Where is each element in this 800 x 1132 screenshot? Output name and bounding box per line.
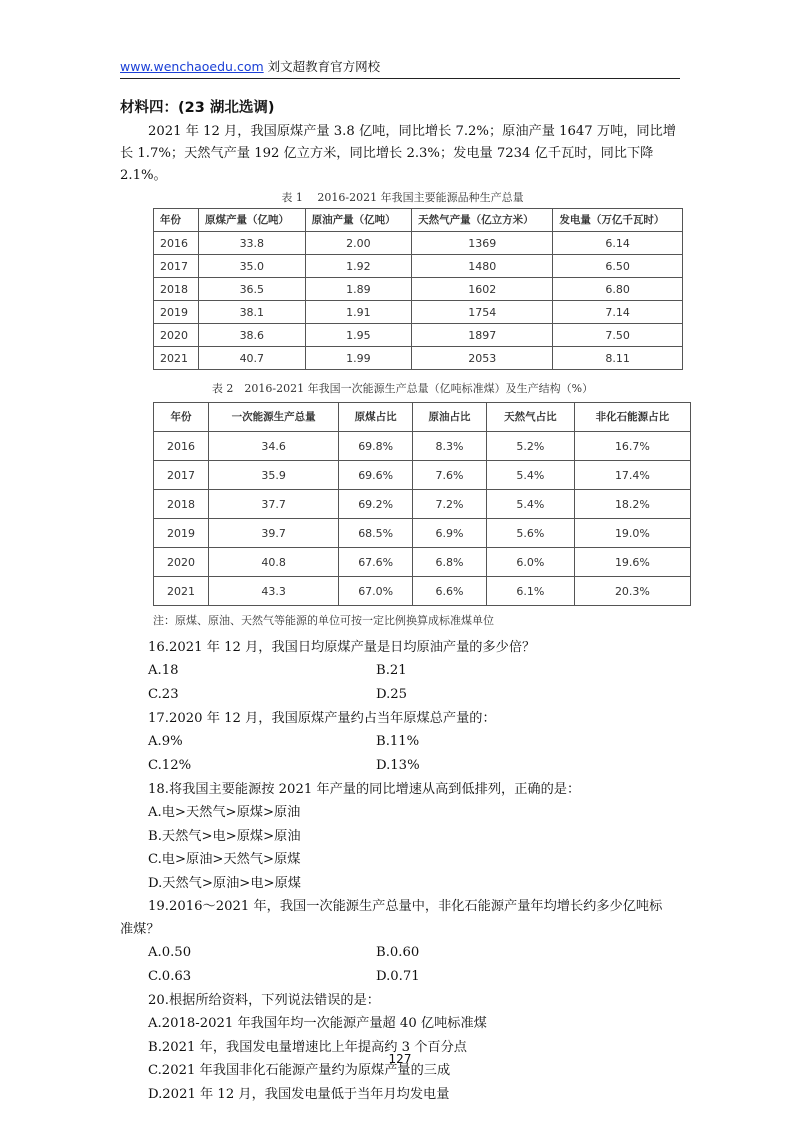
table1-cell: 2020 [154,324,199,347]
table2-row [154,461,691,490]
table2-row [154,548,691,577]
table2-cell: 69.8% [339,432,413,461]
option-a: A.2018-2021 年我国年均一次能源产量超 40 亿吨标准煤 [148,1016,487,1031]
table2-cell: 6.8% [413,548,487,577]
table1-row [154,278,683,301]
table2-cell: 5.2% [486,432,574,461]
table1-cell: 38.6 [199,324,306,347]
table2-header: 一次能源生产总量 [209,403,339,432]
table2-header: 天然气占比 [486,403,574,432]
table1-header: 原煤产量（亿吨） [199,209,306,232]
table2-cell: 19.6% [574,548,690,577]
table2-header: 原煤占比 [339,403,413,432]
table1-cell: 1.92 [305,255,412,278]
question-17-options-row2 [120,754,685,778]
table1-header: 天然气产量（亿立方米） [412,209,553,232]
option-c: C.23 [148,687,179,702]
table1-cell: 1897 [412,324,553,347]
option-b: B.天然气>电>原煤>原油 [148,828,301,844]
table2-cell: 2016 [154,432,209,461]
table1-caption: 表 1 2016-2021 年我国主要能源品种生产总量 [281,191,524,204]
option-d: D.25 [376,687,408,702]
table1-row [154,324,683,347]
table1-cell: 7.50 [553,324,683,347]
question-19-stem: 19.2016～2021 年，我国一次能源生产总量中，非化石能源产量年均增长约多少亿吨标 [148,899,663,914]
option-c: C.电>原油>天然气>原煤 [148,852,301,867]
option-d: D.2021 年 12 月，我国发电量低于当年月均发电量 [148,1086,450,1102]
table1-cell: 38.1 [199,301,306,324]
table2-cell: 2021 [154,577,209,606]
table1-cell: 2017 [154,255,199,278]
table2-cell: 40.8 [209,548,339,577]
table2-cell: 2020 [154,548,209,577]
table1-cell: 40.7 [199,347,306,370]
table2-cell: 69.2% [339,490,413,519]
option-b: B.11% [376,734,420,749]
question-16-options-row2 [120,683,685,707]
page-number: 127 [388,1052,412,1066]
question-17-options-row1 [120,730,685,754]
table2-cell: 2017 [154,461,209,490]
table2-cell: 67.0% [339,577,413,606]
table2 [153,402,691,606]
table1-cell: 2053 [412,347,553,370]
table2-header: 年份 [154,403,209,432]
table2-row [154,432,691,461]
table1-cell: 1754 [412,301,553,324]
table1-cell: 1.89 [305,278,412,301]
question-20-stem: 20.根据所给资料，下列说法错误的是： [148,993,380,1008]
table1-cell: 33.8 [199,232,306,255]
table1-cell: 2019 [154,301,199,324]
table2-cell: 68.5% [339,519,413,548]
table2-cell: 2018 [154,490,209,519]
option-a: A.9% [148,734,183,749]
table1-row [154,347,683,370]
table2-cell: 6.6% [413,577,487,606]
table1-cell: 1369 [412,232,553,255]
table2-cell: 5.4% [486,461,574,490]
table2-cell: 18.2% [574,490,690,519]
question-19-options-row2 [120,965,685,989]
table1-header: 原油产量（亿吨） [305,209,412,232]
page-content [120,96,685,1106]
table2-cell: 5.4% [486,490,574,519]
option-a: A.18 [148,663,179,678]
table2-cell: 6.9% [413,519,487,548]
table2-cell: 7.6% [413,461,487,490]
option-a: A.电>天然气>原煤>原油 [148,805,301,820]
option-b: B.21 [376,663,407,678]
table2-row [154,519,691,548]
question-16-stem: 16.2021 年 12 月，我国日均原煤产量是日均原油产量的多少倍？ [148,640,536,655]
table2-cell: 2019 [154,519,209,548]
table1-cell: 1480 [412,255,553,278]
site-link[interactable]: www.wenchaoedu.com [120,59,264,74]
table2-cell: 35.9 [209,461,339,490]
table2-cell: 8.3% [413,432,487,461]
table2-cell: 17.4% [574,461,690,490]
table1-cell: 8.11 [553,347,683,370]
option-b: B.0.60 [376,945,420,960]
table1-cell: 35.0 [199,255,306,278]
table1-cell: 1.95 [305,324,412,347]
table1-cell: 2016 [154,232,199,255]
option-c: C.2021 年我国非化石能源产量约为原煤产量的三成 [148,1063,451,1078]
table2-cell: 69.6% [339,461,413,490]
table2-cell: 16.7% [574,432,690,461]
table2-header-row [154,403,691,432]
table1-cell: 2021 [154,347,199,370]
table2-cell: 34.6 [209,432,339,461]
option-b: B.2021 年，我国发电量增速比上年提高约 3 个百分点 [148,1039,467,1055]
table1-header: 发电量（万亿千瓦时） [553,209,683,232]
page-header [120,57,680,79]
question-18-stem: 18.将我国主要能源按 2021 年产量的同比增速从高到低排列，正确的是： [148,782,581,797]
option-c: C.0.63 [148,969,192,984]
table1-row [154,232,683,255]
table2-cell: 43.3 [209,577,339,606]
table2-cell: 5.6% [486,519,574,548]
table2-cell: 6.1% [486,577,574,606]
table1-cell: 1.99 [305,347,412,370]
table2-cell: 20.3% [574,577,690,606]
table2-cell: 67.6% [339,548,413,577]
table1-cell: 1.91 [305,301,412,324]
option-a: A.0.50 [148,945,192,960]
table1-cell: 6.14 [553,232,683,255]
table2-header: 非化石能源占比 [574,403,690,432]
option-d: D.0.71 [376,969,420,984]
table2-row [154,490,691,519]
table1-cell: 36.5 [199,278,306,301]
table1-cell: 6.80 [553,278,683,301]
table1-cell: 1602 [412,278,553,301]
option-c: C.12% [148,758,192,773]
table2-cell: 7.2% [413,490,487,519]
table1-cell: 2018 [154,278,199,301]
option-d: D.13% [376,758,420,773]
table2-cell: 39.7 [209,519,339,548]
table2-caption: 表 2 2016-2021 年我国一次能源生产总量（亿吨标准煤）及生产结构（%） [211,382,594,395]
site-org: 刘文超教育官方网校 [267,59,381,74]
table1-header: 年份 [154,209,199,232]
table1 [153,208,683,370]
question-16-options-row1 [120,659,685,683]
material-paragraph: 2021 年 12 月，我国原煤产量 3.8 亿吨，同比增长 7.2%；原油产量 1647 万吨，同比增长 1.7%；天然气产量 192 亿立方米，同比增长 2.3%；发电量 7234 亿千瓦时，同比下降 2.1%。 [120,124,676,183]
table1-cell: 7.14 [553,301,683,324]
table1-cell: 6.50 [553,255,683,278]
option-d: D.天然气>原油>电>原煤 [148,875,301,891]
table2-note: 注：原煤、原油、天然气等能源的单位可按一定比例换算成标准煤单位 [153,614,494,627]
table2-row [154,577,691,606]
table1-row [154,301,683,324]
table1-cell: 2.00 [305,232,412,255]
question-19-stem-cont: 准煤？ [120,922,160,937]
table2-cell: 6.0% [486,548,574,577]
table2-cell: 19.0% [574,519,690,548]
table2-cell: 37.7 [209,490,339,519]
question-19-options-row1 [120,941,685,965]
table1-row [154,255,683,278]
table1-header-row [154,209,683,232]
section-title: 材料四：(23 湖北选调) [120,100,275,116]
table2-header: 原油占比 [413,403,487,432]
question-17-stem: 17.2020 年 12 月，我国原煤产量约占当年原煤总产量的： [148,711,496,726]
